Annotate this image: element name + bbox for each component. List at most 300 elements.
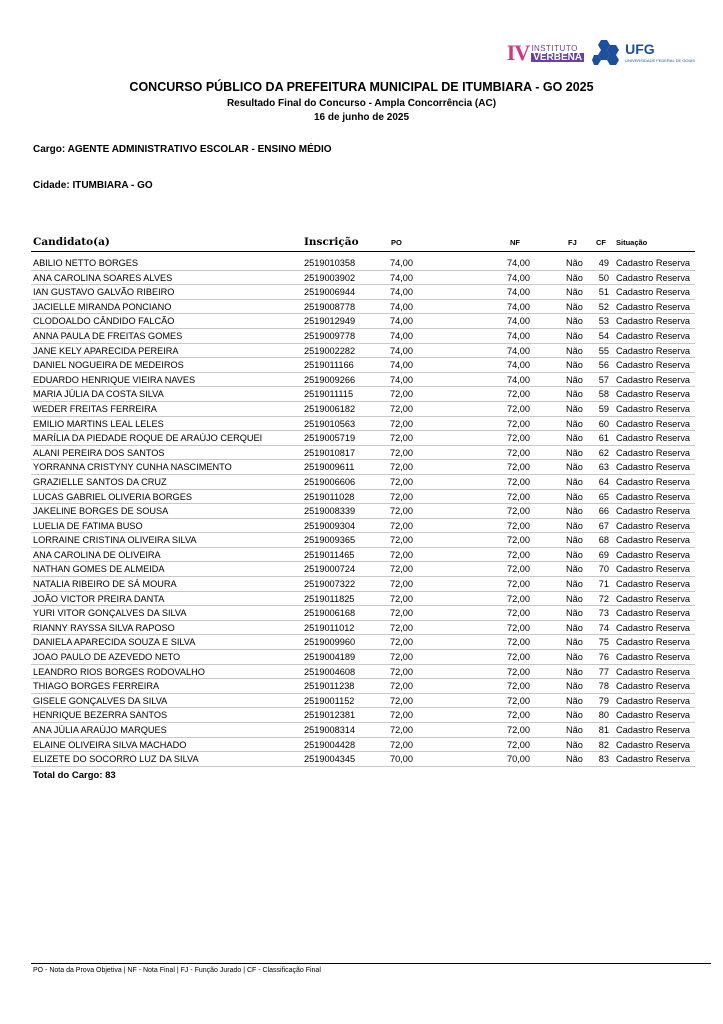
situacao-value: Cadastro Reserva xyxy=(616,272,691,283)
cf-value: 53 xyxy=(598,316,609,327)
candidate-name: NATHAN GOMES DE ALMEIDA xyxy=(33,564,165,575)
table-row xyxy=(0,723,723,738)
fj-value: Não xyxy=(566,666,583,677)
table-row xyxy=(0,373,723,388)
fj-value: Não xyxy=(566,491,583,502)
instituto-label: INSTITUTO xyxy=(531,44,578,53)
candidate-name: ANA CAROLINA DE OLIVEIRA xyxy=(33,549,161,560)
footer-divider xyxy=(31,963,711,964)
fj-value: Não xyxy=(566,389,583,400)
cf-value: 72 xyxy=(598,593,609,604)
fj-value: Não xyxy=(566,593,583,604)
nf-value: 72,00 xyxy=(507,666,530,677)
fj-value: Não xyxy=(566,301,583,312)
table-row xyxy=(0,519,723,534)
fj-value: Não xyxy=(566,287,583,298)
candidate-name: RIANNY RAYSSA SILVA RAPOSO xyxy=(33,622,175,633)
inscricao-value: 2519004428 xyxy=(304,739,356,750)
situacao-value: Cadastro Reserva xyxy=(616,287,691,298)
inscricao-value: 2519011012 xyxy=(304,622,355,633)
nf-value: 70,00 xyxy=(507,754,530,765)
cargo-label: Cargo: AGENTE ADMINISTRATIVO ESCOLAR - ENSINO MÉDIO xyxy=(33,144,332,155)
po-value: 72,00 xyxy=(390,725,413,735)
inscricao-value: 2519007322 xyxy=(304,579,356,590)
situacao-value: Cadastro Reserva xyxy=(616,549,691,560)
po-value: 72,00 xyxy=(390,491,413,502)
cf-value: 49 xyxy=(598,258,609,268)
situacao-value: Cadastro Reserva xyxy=(616,330,691,341)
inscricao-value: 2519006168 xyxy=(304,608,356,619)
candidate-name: ANA CAROLINA SOARES ALVES xyxy=(33,272,173,283)
ufg-hexagon-icon xyxy=(592,38,622,68)
situacao-value: Cadastro Reserva xyxy=(616,316,691,327)
nf-value: 74,00 xyxy=(507,272,530,283)
column-header-po: PO xyxy=(391,238,402,247)
inscricao-value: 2519010358 xyxy=(304,258,356,268)
candidate-name: DANIEL NOGUEIRA DE MEDEIROS xyxy=(33,360,184,371)
table-row xyxy=(0,694,723,709)
nf-value: 72,00 xyxy=(507,520,530,531)
nf-value: 72,00 xyxy=(507,637,530,648)
table-row xyxy=(0,738,723,753)
candidate-name: LUCAS GABRIEL OLIVERIA BORGES xyxy=(33,491,192,502)
table-row xyxy=(0,446,723,461)
situacao-value: Cadastro Reserva xyxy=(616,710,691,721)
table-row xyxy=(0,562,723,577)
inscricao-value: 2519004189 xyxy=(304,652,356,663)
fj-value: Não xyxy=(566,374,583,385)
table-row xyxy=(0,285,723,300)
ufg-subtitle: UNIVERSIDADE FEDERAL DE GOIÁS xyxy=(625,57,695,63)
po-value: 74,00 xyxy=(390,301,413,312)
inscricao-value: 2519009304 xyxy=(304,520,356,531)
inscricao-value: 2519011166 xyxy=(304,360,354,371)
inscricao-value: 2519009778 xyxy=(304,330,356,341)
table-row xyxy=(0,679,723,694)
inscricao-value: 2519000724 xyxy=(304,564,356,575)
fj-value: Não xyxy=(566,462,583,473)
table-row xyxy=(0,752,723,767)
cf-value: 73 xyxy=(598,608,609,619)
nf-value: 72,00 xyxy=(507,593,530,604)
fj-value: Não xyxy=(566,447,583,458)
inscricao-value: 2519006182 xyxy=(304,403,356,414)
table-row xyxy=(0,533,723,548)
po-value: 72,00 xyxy=(390,535,413,546)
table-row xyxy=(0,344,723,359)
cf-value: 65 xyxy=(598,491,609,502)
nf-value: 72,00 xyxy=(507,447,530,458)
results-table xyxy=(0,256,723,767)
candidate-name: ABILIO NETTO BORGES xyxy=(33,258,139,268)
candidate-name: GRAZIELLE SANTOS DA CRUZ xyxy=(33,476,167,487)
situacao-value: Cadastro Reserva xyxy=(616,301,691,312)
po-value: 72,00 xyxy=(390,389,413,400)
cf-value: 78 xyxy=(598,681,609,692)
table-row xyxy=(0,431,723,446)
candidate-name: ALANI PEREIRA DOS SANTOS xyxy=(33,447,165,458)
fj-value: Não xyxy=(566,681,583,692)
nf-value: 72,00 xyxy=(507,739,530,750)
table-header xyxy=(0,236,723,250)
column-header-nf: NF xyxy=(510,238,520,247)
cf-value: 64 xyxy=(598,476,609,487)
fj-value: Não xyxy=(566,535,583,546)
document-date: 16 de junho de 2025 xyxy=(313,112,410,123)
po-value: 72,00 xyxy=(390,681,413,692)
table-row xyxy=(0,271,723,286)
cf-value: 76 xyxy=(598,652,609,663)
cf-value: 57 xyxy=(598,374,609,385)
po-value: 74,00 xyxy=(390,316,413,327)
fj-value: Não xyxy=(566,506,583,517)
situacao-value: Cadastro Reserva xyxy=(616,433,691,444)
fj-value: Não xyxy=(566,403,583,414)
nf-value: 72,00 xyxy=(507,491,530,502)
fj-value: Não xyxy=(566,564,583,575)
fj-value: Não xyxy=(566,652,583,663)
po-value: 74,00 xyxy=(390,360,413,371)
situacao-value: Cadastro Reserva xyxy=(616,403,691,414)
fj-value: Não xyxy=(566,476,583,487)
po-value: 72,00 xyxy=(390,695,413,706)
inscricao-value: 2519011115 xyxy=(304,389,354,400)
nf-value: 74,00 xyxy=(507,258,530,268)
table-row xyxy=(0,358,723,373)
nf-value: 72,00 xyxy=(507,549,530,560)
po-value: 72,00 xyxy=(390,506,413,517)
situacao-value: Cadastro Reserva xyxy=(616,374,691,385)
table-row xyxy=(0,635,723,650)
inscricao-value: 2519011825 xyxy=(304,593,355,604)
po-value: 72,00 xyxy=(390,608,413,619)
nf-value: 72,00 xyxy=(507,710,530,721)
inscricao-value: 2519002282 xyxy=(304,345,356,356)
nf-value: 72,00 xyxy=(507,462,530,473)
inscricao-value: 2519011028 xyxy=(304,491,355,502)
fj-value: Não xyxy=(566,608,583,619)
po-value: 72,00 xyxy=(390,652,413,663)
candidate-name: ELAINE OLIVEIRA SILVA MACHADO xyxy=(33,739,187,750)
inscricao-value: 2519008339 xyxy=(304,506,356,517)
situacao-value: Cadastro Reserva xyxy=(616,506,691,517)
table-row xyxy=(0,592,723,607)
candidate-name: EMILIO MARTINS LEAL LELES xyxy=(33,418,164,429)
po-value: 74,00 xyxy=(390,287,413,298)
situacao-value: Cadastro Reserva xyxy=(616,681,691,692)
situacao-value: Cadastro Reserva xyxy=(616,535,691,546)
candidate-name: DANIELA APARECIDA SOUZA E SILVA xyxy=(33,637,196,648)
table-row xyxy=(0,548,723,563)
fj-value: Não xyxy=(566,330,583,341)
situacao-value: Cadastro Reserva xyxy=(616,725,691,735)
po-value: 74,00 xyxy=(390,345,413,356)
candidate-name: GISELE GONÇALVES DA SILVA xyxy=(33,695,168,706)
candidate-name: YURI VITOR GONÇALVES DA SILVA xyxy=(33,608,187,619)
candidate-name: JACIELLE MIRANDA PONCIANO xyxy=(33,301,172,312)
table-row xyxy=(0,256,723,271)
cf-value: 70 xyxy=(598,564,609,575)
inscricao-value: 2519004608 xyxy=(304,666,356,677)
situacao-value: Cadastro Reserva xyxy=(616,476,691,487)
po-value: 72,00 xyxy=(390,593,413,604)
header-divider xyxy=(31,251,695,252)
fj-value: Não xyxy=(566,272,583,283)
table-row xyxy=(0,650,723,665)
situacao-value: Cadastro Reserva xyxy=(616,564,691,575)
column-header-situacao: Situação xyxy=(616,238,648,247)
inscricao-value: 2519011238 xyxy=(304,681,355,692)
inscricao-value: 2519005719 xyxy=(304,433,356,444)
cf-value: 69 xyxy=(598,549,609,560)
table-row xyxy=(0,665,723,680)
fj-value: Não xyxy=(566,433,583,444)
table-row xyxy=(0,402,723,417)
inscricao-value: 2519001152 xyxy=(304,695,355,706)
inscricao-value: 2519012949 xyxy=(304,316,356,327)
table-row xyxy=(0,490,723,505)
po-value: 72,00 xyxy=(390,739,413,750)
po-value: 72,00 xyxy=(390,433,413,444)
situacao-value: Cadastro Reserva xyxy=(616,666,691,677)
situacao-value: Cadastro Reserva xyxy=(616,637,691,648)
candidate-name: ELIZETE DO SOCORRO LUZ DA SILVA xyxy=(33,754,199,765)
po-value: 72,00 xyxy=(390,579,413,590)
instituto-verbena-logo xyxy=(507,42,584,64)
situacao-value: Cadastro Reserva xyxy=(616,360,691,371)
nf-value: 72,00 xyxy=(507,608,530,619)
column-header-fj: FJ xyxy=(568,238,577,247)
po-value: 72,00 xyxy=(390,564,413,575)
column-header-inscricao: Inscrição xyxy=(304,236,359,248)
inscricao-value: 2519008314 xyxy=(304,725,356,735)
ufg-name: UFG xyxy=(625,40,655,57)
candidate-name: IAN GUSTAVO GALVÃO RIBEIRO xyxy=(33,287,175,298)
inscricao-value: 2519009960 xyxy=(304,637,356,648)
column-header-candidato: Candidato(a) xyxy=(33,236,110,248)
cf-value: 82 xyxy=(598,739,609,750)
fj-value: Não xyxy=(566,418,583,429)
cf-value: 55 xyxy=(598,345,609,356)
nf-value: 74,00 xyxy=(507,374,530,385)
po-value: 72,00 xyxy=(390,403,413,414)
instituto-verbena-mark: IV xyxy=(506,40,530,65)
cf-value: 61 xyxy=(598,433,609,444)
table-row xyxy=(0,475,723,490)
nf-value: 72,00 xyxy=(507,564,530,575)
cf-value: 63 xyxy=(598,462,609,473)
nf-value: 72,00 xyxy=(507,622,530,633)
situacao-value: Cadastro Reserva xyxy=(616,345,691,356)
cf-value: 58 xyxy=(598,389,609,400)
cf-value: 52 xyxy=(598,301,609,312)
fj-value: Não xyxy=(566,316,583,327)
candidate-name: JOAO PAULO DE AZEVEDO NETO xyxy=(33,652,181,663)
nf-value: 72,00 xyxy=(507,535,530,546)
table-row xyxy=(0,460,723,475)
candidate-name: THIAGO BORGES FERREIRA xyxy=(33,681,160,692)
fj-value: Não xyxy=(566,695,583,706)
po-value: 72,00 xyxy=(390,476,413,487)
nf-value: 72,00 xyxy=(507,433,530,444)
nf-value: 72,00 xyxy=(507,389,530,400)
po-value: 72,00 xyxy=(390,520,413,531)
situacao-value: Cadastro Reserva xyxy=(616,418,691,429)
table-row xyxy=(0,708,723,723)
table-row xyxy=(0,387,723,402)
fj-value: Não xyxy=(566,637,583,648)
candidate-name: ANA JÚLIA ARAÚJO MARQUES xyxy=(33,725,167,735)
table-row xyxy=(0,417,723,432)
table-row xyxy=(0,504,723,519)
cf-value: 83 xyxy=(598,754,609,765)
inscricao-value: 2519009365 xyxy=(304,535,356,546)
situacao-value: Cadastro Reserva xyxy=(616,652,691,663)
fj-value: Não xyxy=(566,725,583,735)
table-row xyxy=(0,621,723,636)
po-value: 74,00 xyxy=(390,272,413,283)
inscricao-value: 2519011465 xyxy=(304,549,355,560)
inscricao-value: 2519006944 xyxy=(304,287,356,298)
situacao-value: Cadastro Reserva xyxy=(616,593,691,604)
nf-value: 72,00 xyxy=(507,695,530,706)
table-row xyxy=(0,300,723,315)
situacao-value: Cadastro Reserva xyxy=(616,462,691,473)
situacao-value: Cadastro Reserva xyxy=(616,739,691,750)
nf-value: 74,00 xyxy=(507,287,530,298)
cf-value: 74 xyxy=(598,622,609,633)
nf-value: 74,00 xyxy=(507,345,530,356)
verbena-label: VERBENA xyxy=(533,52,583,63)
cf-value: 60 xyxy=(598,418,609,429)
situacao-value: Cadastro Reserva xyxy=(616,389,691,400)
po-value: 70,00 xyxy=(390,754,413,765)
nf-value: 74,00 xyxy=(507,360,530,371)
candidate-name: LEANDRO RIOS BORGES RODOVALHO xyxy=(33,666,205,677)
candidate-name: MARIA JÚLIA DA COSTA SILVA xyxy=(33,389,164,400)
footer-legend: PO - Nota da Prova Objetiva | NF - Nota Final | FJ - Função Jurado | CF - Classificação Final xyxy=(33,967,321,974)
cf-value: 68 xyxy=(598,535,609,546)
candidate-name: WEDER FREITAS FERREIRA xyxy=(33,403,157,414)
nf-value: 72,00 xyxy=(507,579,530,590)
fj-value: Não xyxy=(566,520,583,531)
ufg-logo xyxy=(592,38,695,68)
situacao-value: Cadastro Reserva xyxy=(616,491,691,502)
document-subtitle: Resultado Final do Concurso - Ampla Concorrência (AC) xyxy=(226,98,497,109)
nf-value: 74,00 xyxy=(507,301,530,312)
nf-value: 72,00 xyxy=(507,681,530,692)
nf-value: 74,00 xyxy=(507,316,530,327)
inscricao-value: 2519012381 xyxy=(304,710,356,721)
po-value: 72,00 xyxy=(390,462,413,473)
cf-value: 54 xyxy=(598,330,609,341)
fj-value: Não xyxy=(566,345,583,356)
candidate-name: ANNA PAULA DE FREITAS GOMES xyxy=(33,330,183,341)
cf-value: 62 xyxy=(598,447,609,458)
candidate-name: EDUARDO HENRIQUE VIEIRA NAVES xyxy=(33,374,196,385)
po-value: 74,00 xyxy=(390,258,413,268)
po-value: 72,00 xyxy=(390,637,413,648)
inscricao-value: 2519003902 xyxy=(304,272,356,283)
fj-value: Não xyxy=(566,710,583,721)
situacao-value: Cadastro Reserva xyxy=(616,520,691,531)
cf-value: 77 xyxy=(598,666,609,677)
inscricao-value: 2519010563 xyxy=(304,418,356,429)
inscricao-value: 2519004345 xyxy=(304,754,356,765)
candidate-name: JAKELINE BORGES DE SOUSA xyxy=(33,506,169,517)
fj-value: Não xyxy=(566,579,583,590)
po-value: 72,00 xyxy=(390,666,413,677)
fj-value: Não xyxy=(566,754,583,765)
cf-value: 71 xyxy=(598,579,609,590)
candidate-name: CLODOALDO CÂNDIDO FALCÃO xyxy=(33,316,175,327)
candidate-name: JOÃO VICTOR PREIRA DANTA xyxy=(33,593,165,604)
table-row xyxy=(0,577,723,592)
situacao-value: Cadastro Reserva xyxy=(616,608,691,619)
total-cargo: Total do Cargo: 83 xyxy=(33,770,116,781)
situacao-value: Cadastro Reserva xyxy=(616,754,691,765)
cf-value: 50 xyxy=(598,272,609,283)
nf-value: 72,00 xyxy=(507,476,530,487)
inscricao-value: 2519010817 xyxy=(304,447,356,458)
nf-value: 72,00 xyxy=(507,652,530,663)
cf-value: 79 xyxy=(598,695,609,706)
table-row xyxy=(0,329,723,344)
po-value: 74,00 xyxy=(390,330,413,341)
po-value: 72,00 xyxy=(390,622,413,633)
cf-value: 51 xyxy=(598,287,609,298)
document-title: CONCURSO PÚBLICO DA PREFEITURA MUNICIPAL DE ITUMBIARA - GO 2025 xyxy=(129,80,594,94)
candidate-name: JANE KELY APARECIDA PEREIRA xyxy=(33,345,179,356)
situacao-value: Cadastro Reserva xyxy=(616,258,691,268)
situacao-value: Cadastro Reserva xyxy=(616,695,691,706)
candidate-name: HENRIQUE BEZERRA SANTOS xyxy=(33,710,168,721)
nf-value: 74,00 xyxy=(507,330,530,341)
situacao-value: Cadastro Reserva xyxy=(616,622,691,633)
fj-value: Não xyxy=(566,360,583,371)
cidade-label: Cidade: ITUMBIARA - GO xyxy=(33,180,153,191)
po-value: 72,00 xyxy=(390,549,413,560)
header-logos xyxy=(507,38,695,68)
nf-value: 72,00 xyxy=(507,725,530,735)
candidate-name: NATALIA RIBEIRO DE SÁ MOURA xyxy=(33,579,177,590)
fj-value: Não xyxy=(566,258,583,268)
candidate-name: LUELIA DE FATIMA BUSO xyxy=(33,520,143,531)
po-value: 72,00 xyxy=(390,418,413,429)
table-row xyxy=(0,314,723,329)
candidate-name: YORRANNA CRISTYNY CUNHA NASCIMENTO xyxy=(33,462,232,473)
cf-value: 75 xyxy=(598,637,609,648)
inscricao-value: 2519009611 xyxy=(304,462,355,473)
po-value: 72,00 xyxy=(390,447,413,458)
cf-value: 66 xyxy=(598,506,609,517)
cf-value: 67 xyxy=(598,520,609,531)
situacao-value: Cadastro Reserva xyxy=(616,447,691,458)
candidate-name: LORRAINE CRISTINA OLIVEIRA SILVA xyxy=(33,535,197,546)
inscricao-value: 2519006606 xyxy=(304,476,356,487)
situacao-value: Cadastro Reserva xyxy=(616,579,691,590)
po-value: 74,00 xyxy=(390,374,413,385)
cf-value: 80 xyxy=(598,710,609,721)
column-header-cf: CF xyxy=(596,238,606,247)
cf-value: 56 xyxy=(598,360,609,371)
inscricao-value: 2519009266 xyxy=(304,374,356,385)
po-value: 72,00 xyxy=(390,710,413,721)
fj-value: Não xyxy=(566,622,583,633)
cf-value: 81 xyxy=(598,725,609,735)
table-row xyxy=(0,606,723,621)
candidate-name: MARÍLIA DA PIEDADE ROQUE DE ARAÚJO CERQUEI xyxy=(33,433,263,444)
